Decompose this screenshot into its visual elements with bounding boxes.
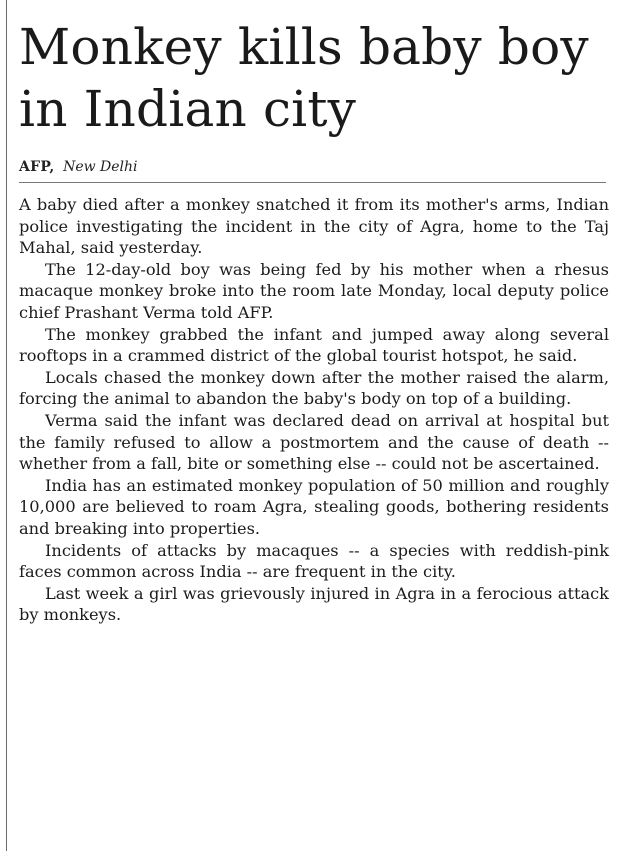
news-article xyxy=(19,16,609,626)
headline: Monkey kills baby boy in Indian city xyxy=(19,18,589,138)
column-rule xyxy=(6,0,7,851)
byline-dateline: New Delhi xyxy=(63,159,138,175)
byline-agency: AFP, xyxy=(19,159,55,175)
paragraph: The 12-day-old boy was being fed by his mother when a rhesus macaque monkey broke into the room late Monday, local deputy police chief Prashant Verma told AFP. xyxy=(19,259,609,322)
byline xyxy=(19,158,609,176)
paragraph: A baby died after a monkey snatched it from its mother's arms, Indian police investigating the incident in the city of Agra, home to the Taj Mahal, said yesterday. xyxy=(19,195,609,258)
paragraph: Verma said the infant was declared dead on arrival at hospital but the family refused to allow a postmortem and the cause of death -- whether from a fall, bite or something else -- could not be ascertained. xyxy=(19,410,609,474)
paragraph: Locals chased the monkey down after the mother raised the alarm, forcing the animal to abandon the baby's body on top of a building. xyxy=(19,367,609,409)
paragraph: India has an estimated monkey population of 50 million and roughly 10,000 are believed to roam Agra, stealing goods, bothering residents and breaking into properties. xyxy=(19,475,609,538)
article-body xyxy=(19,194,609,626)
paragraph: Last week a girl was grievously injured in Agra in a ferocious attack by monkeys. xyxy=(19,583,609,625)
paragraph: The monkey grabbed the infant and jumped away along several rooftops in a crammed district of the global tourist hotspot, he said. xyxy=(19,324,609,366)
byline-divider xyxy=(19,182,606,183)
paragraph: Incidents of attacks by macaques -- a species with reddish-pink faces common across India -- are frequent in the city. xyxy=(19,540,609,582)
